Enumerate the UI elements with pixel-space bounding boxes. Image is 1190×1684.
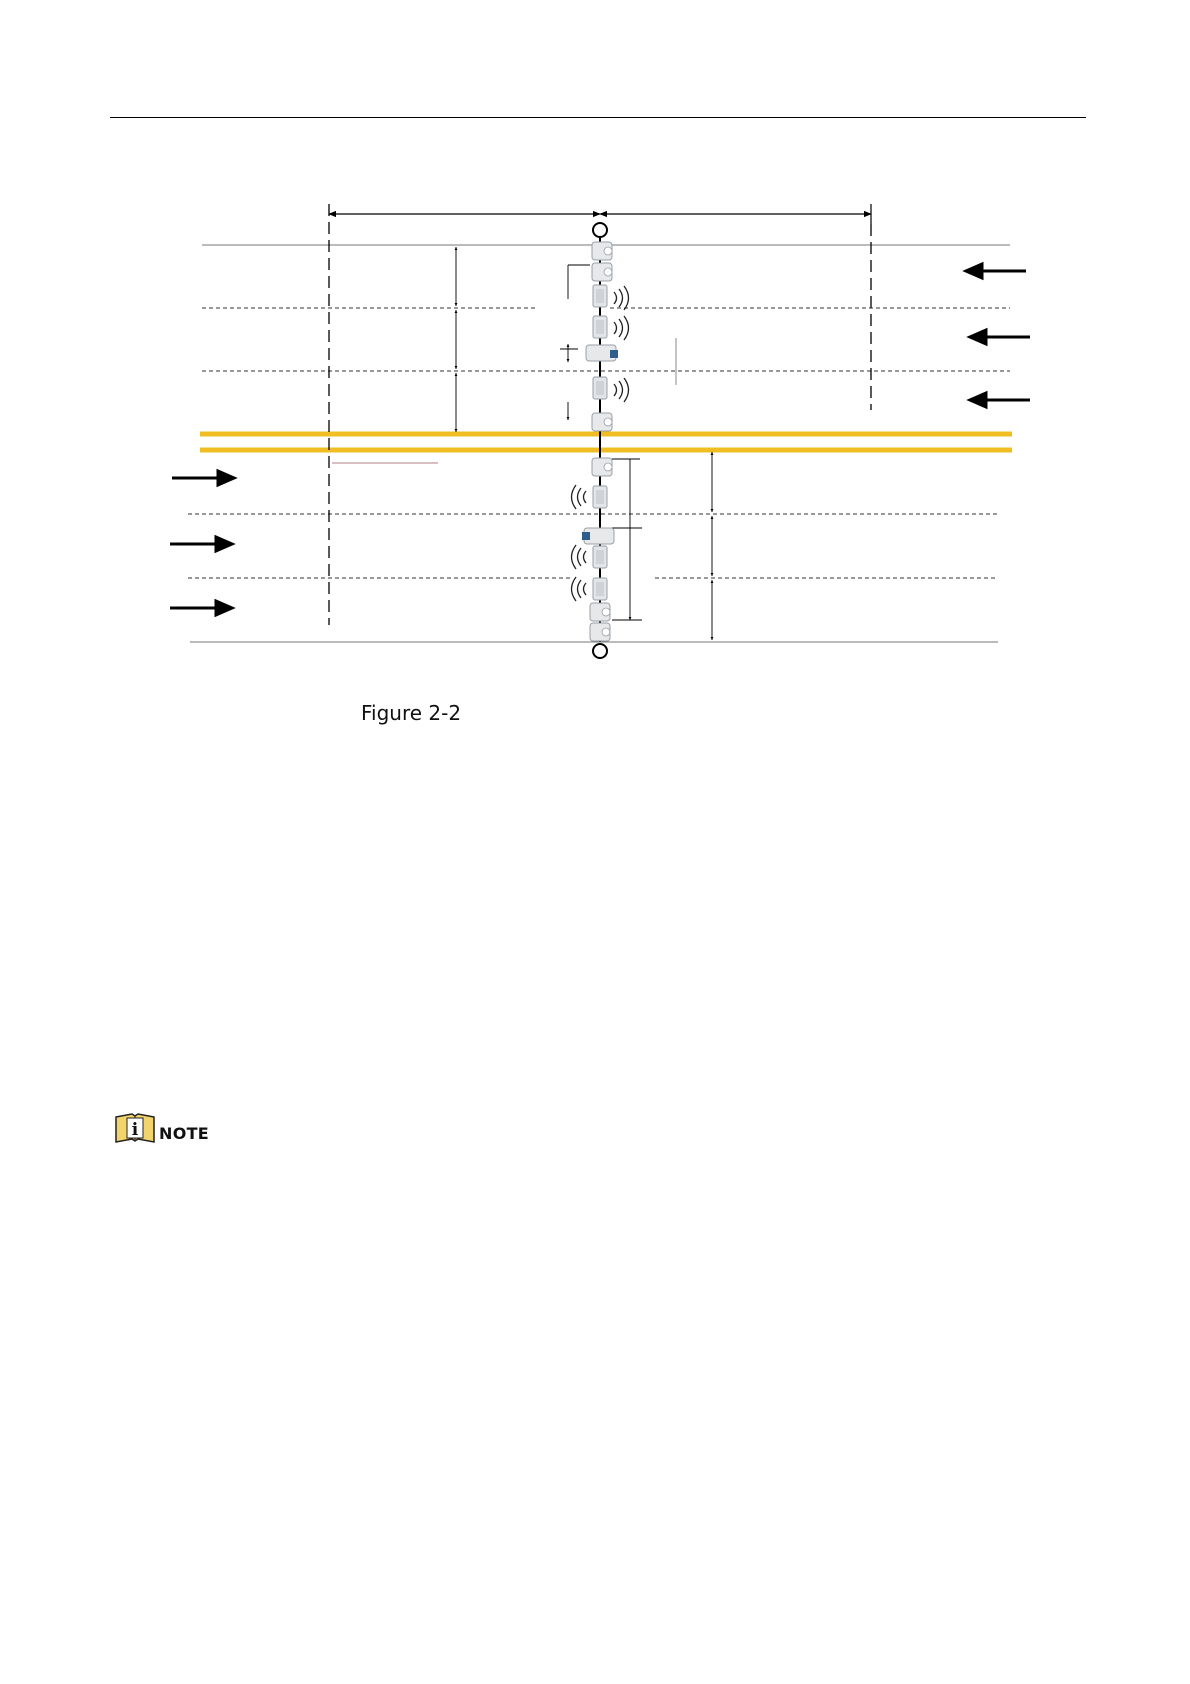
info-book-icon xyxy=(114,1112,156,1144)
radar-icon xyxy=(593,316,607,338)
radar-waves-icon xyxy=(572,485,587,601)
note-label: NOTE xyxy=(159,1124,210,1143)
camera-icon xyxy=(590,623,610,641)
radar-icon xyxy=(593,546,607,568)
bullet-camera-icon xyxy=(582,528,614,544)
camera-icon xyxy=(592,242,612,260)
pole-bottom-node xyxy=(593,644,607,658)
camera-icon xyxy=(590,603,610,621)
radar-waves-icon xyxy=(614,286,629,402)
bullet-camera-icon xyxy=(586,345,618,361)
camera-icon xyxy=(592,263,612,281)
note-callout xyxy=(114,1110,209,1144)
figure-caption: Figure 2-2 xyxy=(361,701,462,725)
camera-icon xyxy=(592,458,612,476)
note-icon-letter: i xyxy=(131,1120,139,1140)
camera-icon xyxy=(592,413,612,431)
radar-icon xyxy=(593,377,607,399)
radar-icon xyxy=(593,578,607,600)
radar-icon xyxy=(593,486,607,508)
road-installation-diagram xyxy=(0,0,1190,700)
radar-icon xyxy=(593,285,607,307)
pole-top-node xyxy=(593,223,607,237)
